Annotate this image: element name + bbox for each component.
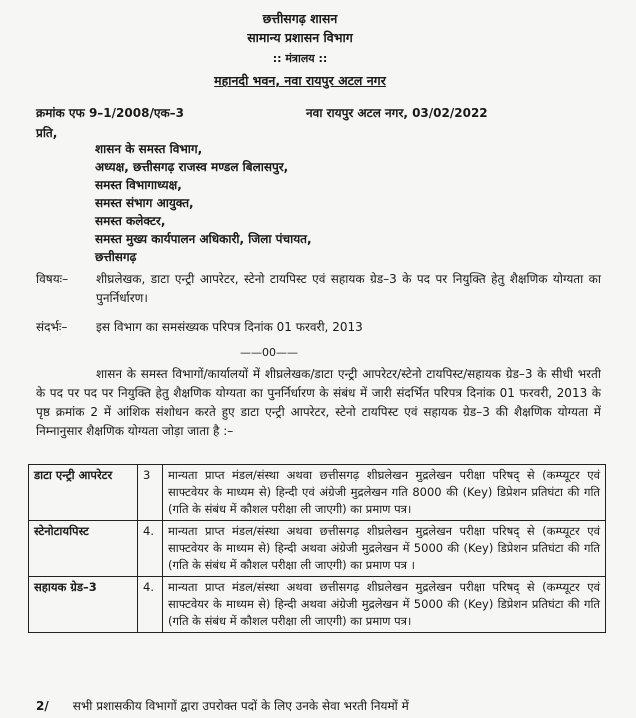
post-name: डाटा एन्ट्री आपरेटर xyxy=(29,465,138,521)
row-number: 3 xyxy=(138,465,163,521)
govt-title: छत्तीसगढ़ शासन xyxy=(262,11,338,26)
office-address: महानदी भवन, नवा रायपुर अटल नगर xyxy=(214,73,386,88)
department-title: सामान्य प्रशासन विभाग xyxy=(247,30,353,45)
subject-label: विषयः– xyxy=(36,272,69,286)
recipient-line: समस्त मुख्य कार्यपालन अधिकारी, जिला पंचायत, xyxy=(95,232,312,246)
recipient-line: अध्यक्ष, छत्तीसगढ़ राजस्व मण्डल बिलासपुर, xyxy=(95,160,289,174)
qualification-text: मान्यता प्राप्त मंडल/संस्था अथवा छत्तीसगढ़ शीघ्रलेखन मुद्रलेखन परीक्षा परिषद् से (कम्प्यूटर एवं साफ्टवेयर के माध्यम से) हिन्दी अथवा अंग्रेजी मुद्रलेखन में 5000 की (Key) डिप्रेशन प्रतिघंटा की गति (गति के संबंध में कौशल परीक्षा ली जाएगी) का प्रमाण पत्र। xyxy=(163,577,606,633)
table-row xyxy=(29,577,606,633)
place-date: नवा रायपुर अटल नगर, 03/02/2022 xyxy=(306,106,488,120)
recipient-line: शासन के समस्त विभाग, xyxy=(95,142,203,156)
recipient-line: समस्त विभागाध्यक्ष, xyxy=(95,178,182,192)
recipient-line: समस्त संभाग आयुक्त, xyxy=(95,196,194,210)
recipient-line: छत्तीसगढ़ xyxy=(95,250,137,264)
qualification-table xyxy=(28,464,606,633)
table-row xyxy=(29,465,606,521)
post-name: सहायक ग्रेड–3 xyxy=(29,577,138,633)
separator: ——00—— xyxy=(240,346,298,359)
paragraph-number: 2/ xyxy=(36,699,49,713)
subject-text: शीघ्रलेखक, डाटा एन्ट्री आपरेटर, स्टेनो टायपिस्ट एवं सहायक ग्रेड–3 के पद पर नियुक्ति हेतु शैक्षणिक योग्यता का पुनर्निर्धारण। xyxy=(96,272,601,305)
to-label: प्रति, xyxy=(36,126,58,140)
reference-label: संदर्भः– xyxy=(36,320,68,334)
row-number: 4. xyxy=(138,521,163,577)
qualification-text: मान्यता प्राप्त मंडल/संस्था अथवा छत्तीसगढ़ शीघ्रलेखन मुद्रलेखन परीक्षा परिषद् से (कम्प्यूटर एवं साफ्टवेयर के माध्यम से) हिन्दी एवं अंग्रेजी मुद्रलेखन गति 8000 की (Key) डिप्रेशन प्रतिघंटा की गति (गति के संबंध में कौशल परीक्षा ली जाएगी) का प्रमाण पत्र। xyxy=(163,465,606,521)
row-number: 4. xyxy=(138,577,163,633)
table-row xyxy=(29,521,606,577)
footer-text: सभी प्रशासकीय विभागों द्वारा उपरोक्त पदों के लिए उनके सेवा भरती नियमों में xyxy=(72,699,409,713)
ministry-label: :: मंत्रालय :: xyxy=(272,52,328,65)
post-name: स्टेनोटायपिस्ट xyxy=(29,521,138,577)
qualification-text: मान्यता प्राप्त मंडल/संस्था अथवा छत्तीसगढ़ शीघ्रलेखन मुद्रलेखन परीक्षा परिषद् से (कम्प्यूटर एवं साफ्टवेयर के माध्यम से) हिन्दी अथवा अंग्रेजी मुद्रलेखन में 5000 की (Key) डिप्रेशन प्रतिघंटा की गति (गति के संबंध में कौशल परीक्षा ली जाएगी) का प्रमाण पत्र । xyxy=(163,521,606,577)
recipient-line: समस्त कलेक्टर, xyxy=(95,214,166,228)
reference-text: इस विभाग का समसंख्यक परिपत्र दिनांक 01 फरवरी, 2013 xyxy=(96,320,363,334)
footer-paragraph xyxy=(36,697,606,714)
body-paragraph: शासन के समस्त विभागों/कार्यालयों में शीघ्रलेखक/डाटा एन्ट्री आपरेटर/स्टेनो टायपिस्ट/सहायक ग्रेड–3 के सीधी भरती के पद पर पद पर नियुक्ति हेतु शैक्षणिक योग्यता का पुनर्निर्धारण के संबंध में जारी संदर्भित परिपत्र दिनांक 01 फरवरी, 2013 के पृष्ठ क्रमांक 2 में आंशिक संशोधन करते हुए डाटा एन्ट्री आपरेटर, स्टेनो टायपिस्ट एवं सहायक ग्रेड–3 की शैक्षणिक योग्यता में निम्नानुसार शैक्षणिक योग्यता जोड़ा जाता है :– xyxy=(36,367,601,438)
reference-number: क्रमांक एफ 9–1/2008/एक–3 xyxy=(36,106,185,120)
